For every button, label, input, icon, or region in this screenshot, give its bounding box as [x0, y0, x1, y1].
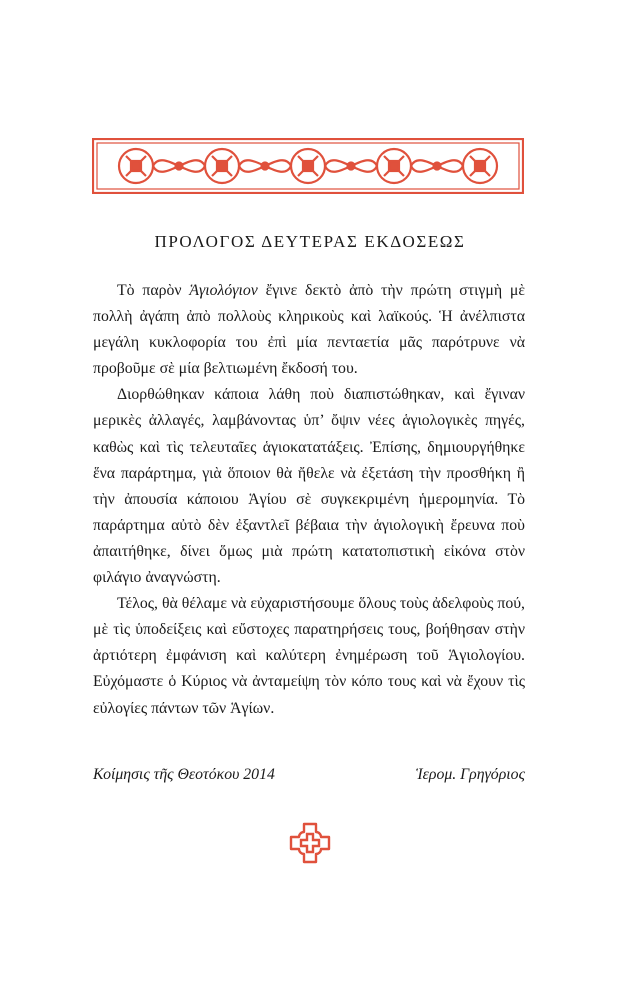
signature-line [93, 766, 525, 784]
paragraph-1 [93, 278, 525, 382]
signature-date: Κοίμησις τῆς Θεοτόκου 2014 [93, 766, 275, 783]
paragraph-2: Διορθώθηκαν κάποια λάθη ποὺ διαπιστώθηκαν, καὶ ἔγιναν μερικὲς ἀλλαγές, λαμβάνοντας ὑπ’ ὄψιν νέες ἁγιολογικὲς πηγές, καθὼς καὶ τὶς τελευταῖες ἁγιοκατατάξεις. Ἐπίσης, δημιουργήθηκε ἕνα παράρτημα, γιὰ ὅποιον θὰ ἤθελε νὰ ἐξετάση τὴν προσθήκη ἢ τὴν ἀπουσία κάποιου Ἁγίου σὲ συγκεκριμένη ἡμερομηνία. Τὸ παράρτημα αὐτὸ δὲν ἐξαντλεῖ βέβαια τὴν ἁγιολογικὴ ἔρευνα ποὺ ἀπαιτήθηκε, δίνει ὅμως μιὰ πρώτη κατατοπιστικὴ εἰκόνα στὸν φιλάγιο ἀναγνώστη. [93, 386, 525, 587]
page-title: ΠΡΟΛΟΓΟΣ ΔΕΥΤΕΡΑΣ ΕΚΔΟΣΕΩΣ [154, 232, 466, 251]
paragraph-3: Τέλος, θὰ θέλαμε νὰ εὐχαριστήσουμε ὅλους τοὺς ἀδελφοὺς πού, μὲ τὶς ὑποδείξεις καὶ εὔστοχες παρατηρήσεις τους, βοήθησαν στὴν ἀρτιότερη ἐμφάνιση καὶ καλύτερη ἐνημέρωση τοῦ Ἁγιολογίου. Εὐχόμαστε ὁ Κύριος νὰ ἀνταμείψη τὸν κόπο τους καὶ νὰ ἔχουν τὶς εὐλογίες πάντων τῶν Ἁγίων. [93, 595, 525, 717]
cross-ornament-icon [285, 818, 335, 868]
paragraph-1-rest: ἔγινε δεκτὸ ἀπὸ τὴν πρώτη στιγμὴ μὲ πολλὴ ἀγάπη ἀπὸ πολλοὺς κληρικοὺς καὶ λαϊκούς. Ἡ ἀνέλπιστα μεγάλη κυκλοφορία του ἐπὶ μία πενταετία μᾶς παρότρυνε νὰ προβοῦμε σὲ μία βελτιωμένη ἔκδοσή του. [93, 282, 525, 378]
paragraph-1-start: Τὸ παρὸν [117, 282, 190, 299]
preface-body [93, 278, 525, 722]
decorative-band-icon [92, 138, 524, 194]
signature-author: Ἱερομ. Γρηγόριος [415, 766, 525, 783]
book-title: Ἁγιολόγιον [189, 282, 258, 299]
